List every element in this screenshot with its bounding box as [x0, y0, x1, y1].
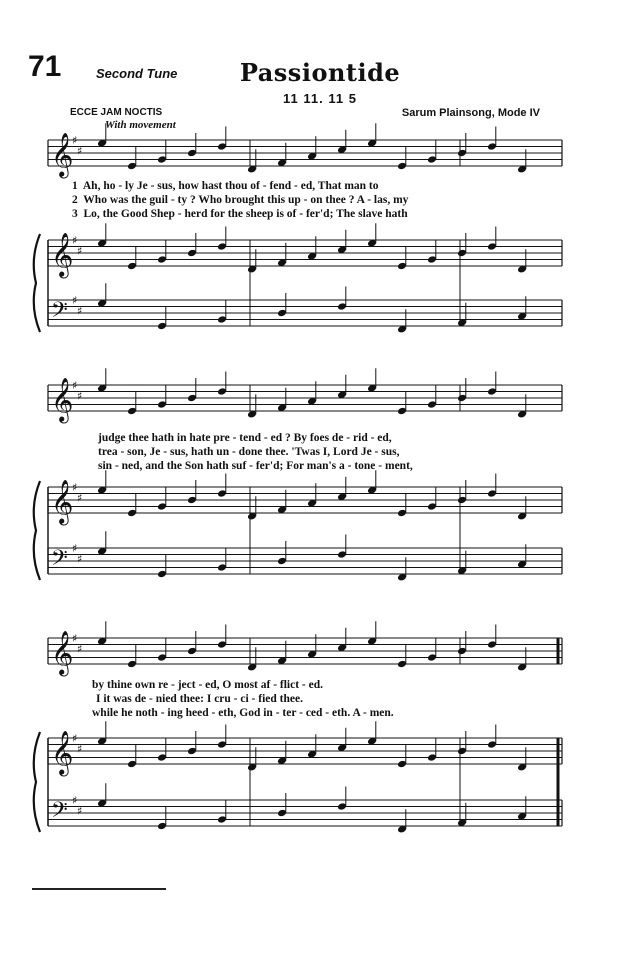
hymn-number: 71: [28, 50, 62, 83]
lyric-line: while he noth - ing heed - eth, God in - ter - ced - eth. A - men.: [92, 707, 394, 719]
bass-clef-icon: 𝄢: [51, 545, 68, 576]
sharp-icon: ♯: [72, 293, 78, 307]
treble-clef-icon: 𝄞: [51, 630, 74, 675]
brace: [34, 481, 40, 580]
lyric-line: trea - son, Je - sus, hath un - done thee. 'Twas I, Lord Je - sus,: [98, 446, 400, 458]
lyric-line: 3 Lo, the Good Shep - herd for the sheep is of - fer'd; The slave hath: [72, 208, 408, 220]
lyric-line: sin - ned, and the Son hath suf - fer'd; For man's a - tone - ment,: [98, 460, 413, 472]
sharp-icon: ♯: [77, 742, 83, 756]
sharp-icon: ♯: [77, 304, 83, 318]
tune-label: Second Tune: [96, 66, 178, 81]
sharp-icon: ♯: [72, 233, 78, 247]
sharp-icon: ♯: [72, 793, 78, 807]
bass-clef-icon: 𝄢: [51, 297, 68, 328]
treble-clef-icon: 𝄞: [51, 479, 74, 524]
bass-clef-icon: 𝄢: [51, 797, 68, 828]
hymn-title: Passiontide: [239, 58, 401, 87]
sharp-icon: ♯: [77, 804, 83, 818]
tempo-marking: With movement: [105, 119, 176, 131]
lyric-line: I it was de - nied thee: I cru - ci - fied thee.: [96, 693, 303, 705]
sharp-icon: ♯: [72, 480, 78, 494]
lyric-line: 1 Ah, ho - ly Je - sus, how hast thou of - fend - ed, That man to: [72, 180, 379, 192]
sharp-icon: ♯: [72, 133, 78, 147]
meter: 11 11. 11 5: [283, 91, 357, 106]
brace: [34, 234, 40, 332]
sharp-icon: ♯: [72, 731, 78, 745]
lyric-line: judge thee hath in hate pre - tend - ed ? By foes de - rid - ed,: [98, 432, 392, 444]
sharp-icon: ♯: [72, 541, 78, 555]
tune-name: ECCE JAM NOCTIS: [70, 107, 163, 118]
treble-clef-icon: 𝄞: [51, 730, 74, 775]
sharp-icon: ♯: [72, 378, 78, 392]
treble-clef-icon: 𝄞: [51, 232, 74, 277]
treble-clef-icon: 𝄞: [51, 132, 74, 177]
sharp-icon: ♯: [77, 552, 83, 566]
treble-clef-icon: 𝄞: [51, 377, 74, 422]
sharp-icon: ♯: [77, 491, 83, 505]
brace: [34, 732, 40, 832]
sharp-icon: ♯: [77, 642, 83, 656]
tune-source: Sarum Plainsong, Mode IV: [401, 107, 540, 119]
lyric-line: 2 Who was the guil - ty ? Who brought this up - on thee ? A - las, my: [72, 194, 409, 206]
sharp-icon: ♯: [77, 144, 83, 158]
sharp-icon: ♯: [77, 389, 83, 403]
sharp-icon: ♯: [72, 631, 78, 645]
sharp-icon: ♯: [77, 244, 83, 258]
lyric-line: by thine own re - ject - ed, O most af - flict - ed.: [92, 679, 324, 691]
footer-rule: [32, 888, 166, 890]
